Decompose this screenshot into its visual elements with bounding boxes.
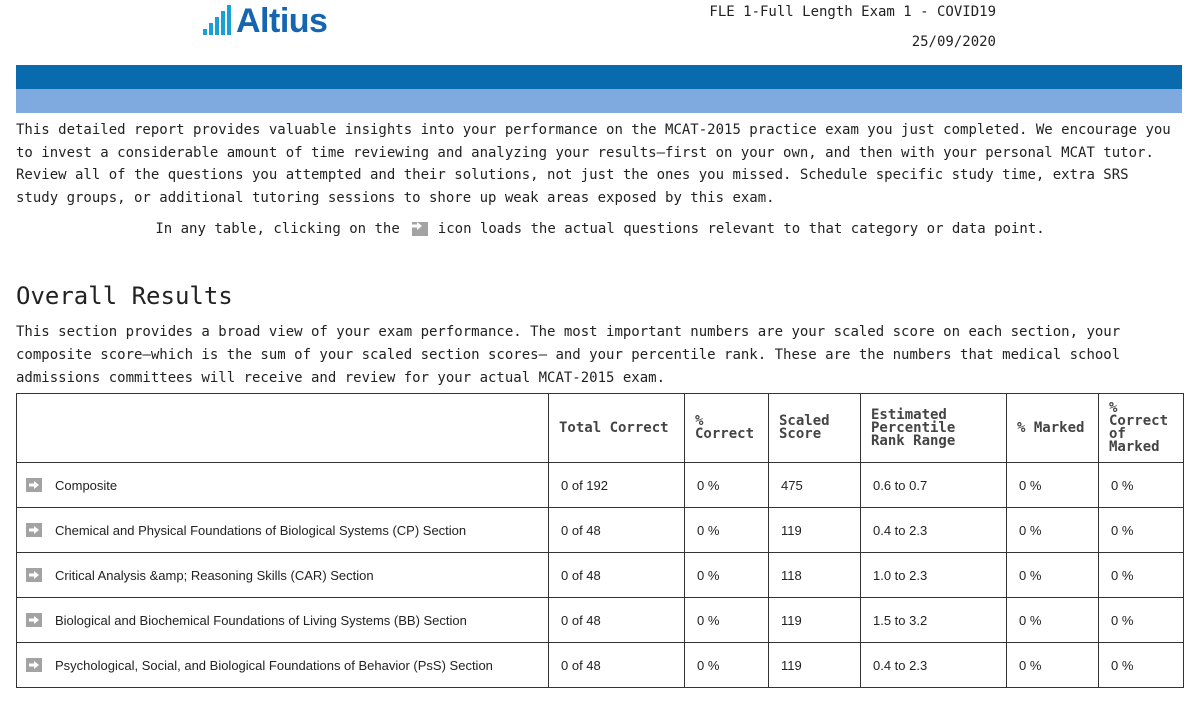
icon-hint-text-before: In any table, clicking on the bbox=[155, 221, 400, 237]
column-header-percent-correct-of-marked: % Correct of Marked bbox=[1099, 394, 1184, 463]
percent-correct-of-marked-cell: 0 % bbox=[1099, 553, 1184, 598]
percent-marked-cell: 0 % bbox=[1007, 508, 1099, 553]
percent-correct-cell: 0 % bbox=[685, 508, 769, 553]
arrow-right-icon[interactable] bbox=[26, 523, 42, 537]
exam-date: 25/09/2020 bbox=[911, 34, 996, 50]
icon-hint bbox=[0, 218, 1200, 240]
altius-logo[interactable] bbox=[203, 3, 327, 39]
percentile-range-cell: 0.4 to 2.3 bbox=[861, 643, 1007, 688]
column-header-name bbox=[17, 394, 549, 463]
overall-results-table bbox=[16, 393, 1184, 688]
row-name: Chemical and Physical Foundations of Biological Systems (CP) Section bbox=[55, 522, 467, 538]
total-correct-cell: 0 of 48 bbox=[549, 643, 685, 688]
total-correct-cell: 0 of 48 bbox=[549, 508, 685, 553]
icon-hint-text-after: icon loads the actual questions relevant to that category or data point. bbox=[437, 221, 1045, 237]
row-name: Composite bbox=[55, 477, 118, 493]
scaled-score-cell: 475 bbox=[769, 463, 861, 508]
arrow-right-icon[interactable] bbox=[26, 613, 42, 627]
table-row bbox=[17, 553, 1184, 598]
percent-marked-cell: 0 % bbox=[1007, 553, 1099, 598]
header-bar-dark bbox=[16, 65, 1182, 89]
percent-marked-cell: 0 % bbox=[1007, 643, 1099, 688]
total-correct-cell: 0 of 192 bbox=[549, 463, 685, 508]
column-header-percent-marked: % Marked bbox=[1007, 394, 1099, 463]
intro-paragraph: This detailed report provides valuable insights into your performance on the MCAT-2015 practice exam you just completed. We encourage you to invest a considerable amount of time reviewing and analyzing your results—first on your own, and then with your personal MCAT tutor. Review all of the questions you attempted and their solutions, not just the ones you missed. Schedule specific study time, extra SRS study groups, or additional tutoring sessions to shore up weak areas exposed by this exam. bbox=[16, 122, 1171, 206]
arrow-right-icon[interactable] bbox=[26, 658, 42, 672]
row-name-cell bbox=[17, 598, 549, 643]
column-header-total-correct: Total Correct bbox=[549, 394, 685, 463]
percent-correct-of-marked-cell: 0 % bbox=[1099, 598, 1184, 643]
scaled-score-cell: 119 bbox=[769, 508, 861, 553]
table-row bbox=[17, 643, 1184, 688]
percentile-range-cell: 1.5 to 3.2 bbox=[861, 598, 1007, 643]
scaled-score-cell: 118 bbox=[769, 553, 861, 598]
row-name: Critical Analysis &amp; Reasoning Skills (CAR) Section bbox=[55, 567, 374, 583]
exam-title: FLE 1-Full Length Exam 1 - COVID19 bbox=[709, 4, 996, 20]
row-name-cell bbox=[17, 463, 549, 508]
column-header-scaled-score: Scaled Score bbox=[769, 394, 861, 463]
bar-chart-logo-icon bbox=[203, 3, 233, 35]
section-description: This section provides a broad view of your exam performance. The most important numbers are your scaled score on each section, your composite score—which is the sum of your scaled section scores— and your percentile rank. These are the numbers that medical school admissions committees will receive and review for your actual MCAT-2015 exam. bbox=[16, 324, 1121, 386]
row-name: Psychological, Social, and Biological Foundations of Behavior (PsS) Section bbox=[55, 657, 493, 673]
percent-correct-of-marked-cell: 0 % bbox=[1099, 463, 1184, 508]
scaled-score-cell: 119 bbox=[769, 598, 861, 643]
total-correct-cell: 0 of 48 bbox=[549, 553, 685, 598]
table-row bbox=[17, 463, 1184, 508]
row-name-cell bbox=[17, 508, 549, 553]
percent-correct-cell: 0 % bbox=[685, 598, 769, 643]
table-header-row bbox=[17, 394, 1184, 463]
percent-marked-cell: 0 % bbox=[1007, 463, 1099, 508]
percent-correct-cell: 0 % bbox=[685, 463, 769, 508]
percent-correct-cell: 0 % bbox=[685, 643, 769, 688]
percent-marked-cell: 0 % bbox=[1007, 598, 1099, 643]
logo-text: Altius bbox=[236, 2, 328, 40]
scaled-score-cell: 119 bbox=[769, 643, 861, 688]
total-correct-cell: 0 of 48 bbox=[549, 598, 685, 643]
percent-correct-of-marked-cell: 0 % bbox=[1099, 508, 1184, 553]
column-header-percent-correct: % Correct bbox=[685, 394, 769, 463]
arrow-right-icon[interactable] bbox=[26, 568, 42, 582]
section-title-overall-results: Overall Results bbox=[16, 282, 233, 310]
row-name-cell bbox=[17, 643, 549, 688]
percentile-range-cell: 0.6 to 0.7 bbox=[861, 463, 1007, 508]
percent-correct-cell: 0 % bbox=[685, 553, 769, 598]
row-name-cell bbox=[17, 553, 549, 598]
table-row bbox=[17, 598, 1184, 643]
arrow-right-icon[interactable] bbox=[26, 478, 42, 492]
percentile-range-cell: 0.4 to 2.3 bbox=[861, 508, 1007, 553]
percentile-range-cell: 1.0 to 2.3 bbox=[861, 553, 1007, 598]
table-row bbox=[17, 508, 1184, 553]
row-name: Biological and Biochemical Foundations of Living Systems (BB) Section bbox=[55, 612, 467, 628]
header-bar-light bbox=[16, 89, 1182, 113]
column-header-percentile-rank: Estimated Percentile Rank Range bbox=[861, 394, 1007, 463]
percent-correct-of-marked-cell: 0 % bbox=[1099, 643, 1184, 688]
arrow-right-icon bbox=[412, 222, 428, 236]
